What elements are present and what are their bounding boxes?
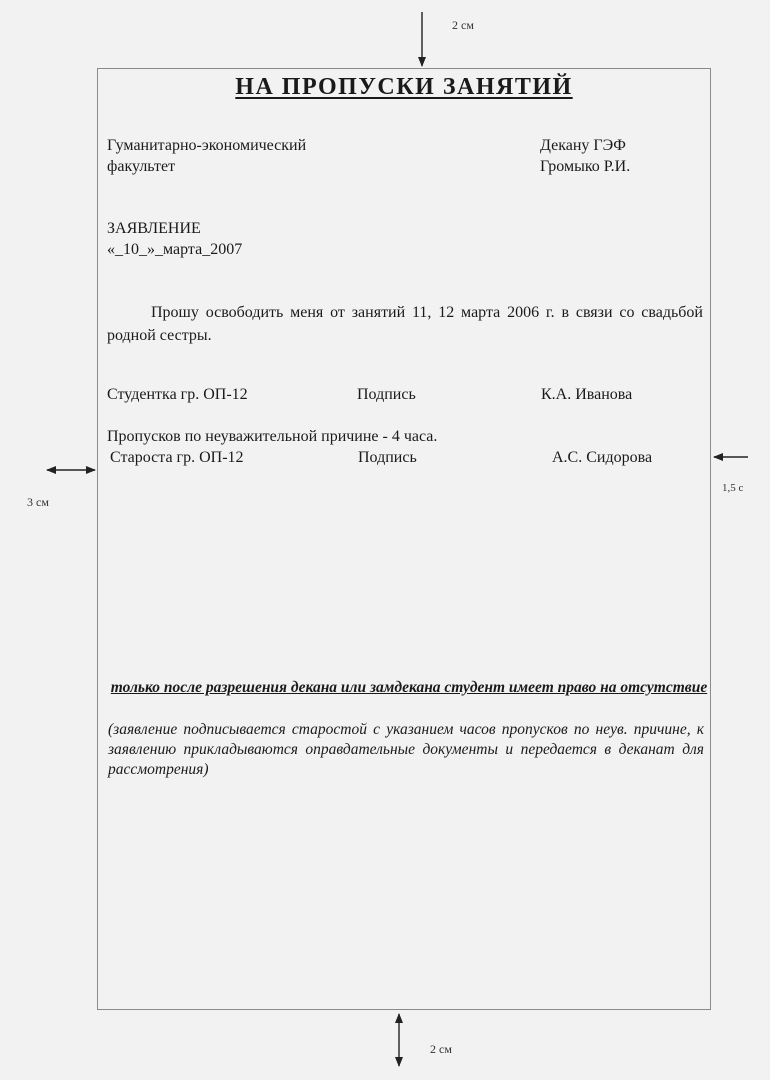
student-role: Студентка гр. ОП-12 (107, 386, 248, 403)
request-body: Прошу освободить меня от занятий 11, 12 марта 2006 г. в связи со свадьбой родной сестры. (107, 304, 703, 344)
monitor-signature-label: Подпись (358, 449, 417, 466)
monitor-name: А.С. Сидорова (552, 449, 653, 466)
notice-title: только после разрешения декана или замдекана студент имеет право на отсутствие (110, 679, 708, 696)
bottom-margin-label: 2 см (430, 1042, 452, 1056)
student-signature-label: Подпись (357, 386, 416, 403)
document-date: «_10_»_марта_2007 (107, 241, 243, 258)
absence-note: Пропусков по неуважительной причине - 4 часа. (107, 428, 438, 445)
document-title: НА ПРОПУСКИ ЗАНЯТИЙ (235, 74, 573, 100)
recipient-line-2: Громыко Р.И. (540, 158, 631, 175)
right-margin-label: 1,5 с (722, 482, 744, 494)
notice-body: (заявление подписывается старостой с указанием часов пропусков по неув. причине, к заявлению прикладываются оправдательные документы и передается в деканат для рассмотрения) (108, 721, 704, 778)
faculty-line-1: Гуманитарно-экономический (107, 137, 307, 154)
top-margin-label: 2 см (452, 18, 474, 32)
student-name: К.А. Иванова (541, 386, 633, 403)
faculty-line-2: факультет (107, 158, 176, 175)
left-margin-label: 3 см (27, 495, 49, 509)
recipient-line-1: Декану ГЭФ (540, 137, 626, 154)
monitor-role: Староста гр. ОП-12 (110, 449, 244, 466)
document-type: ЗАЯВЛЕНИЕ (107, 220, 201, 237)
